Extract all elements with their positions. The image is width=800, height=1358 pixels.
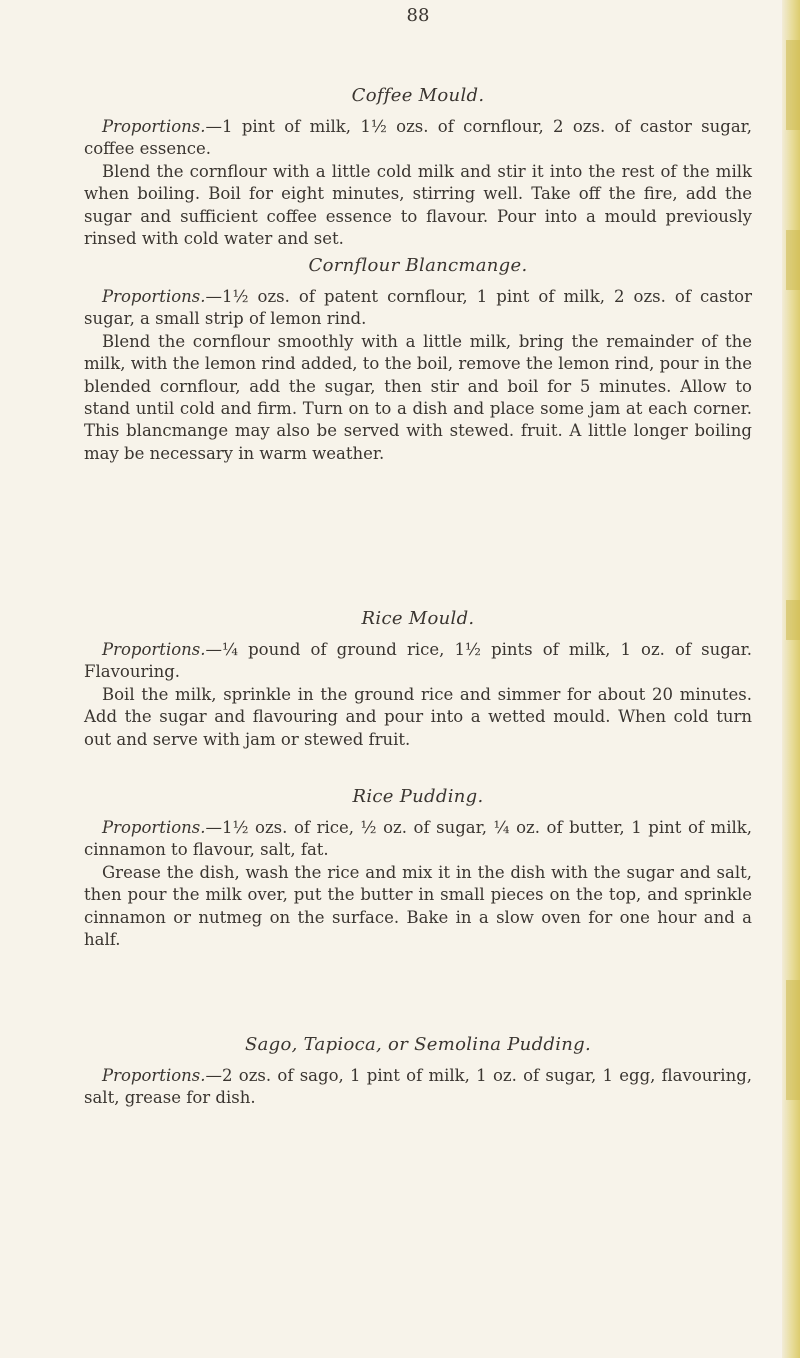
- recipe-title: Coffee Mould.: [351, 85, 485, 106]
- recipe-title: Rice Pudding.: [352, 786, 484, 807]
- proportions-label: Proportions.: [102, 1066, 206, 1085]
- proportions-text: —1½ ozs. of patent cornflour, 1 pint of milk, 2 ozs. of castor sugar, a small strip of lemon rind.: [84, 287, 752, 329]
- recipe-proportions: [84, 286, 752, 331]
- recipe-proportions: [84, 116, 752, 161]
- recipe-method: Blend the cornflour smoothly with a little milk, bring the remainder of the milk, with the lemon rind added, to the boil, remove the lemon rind, pour in the blended cornflour, add the sugar, then stir and boil for 5 minutes. Allow to stand until cold and firm. Turn on to a dish and place some jam at each corner. This blancmange may also be served with stewed. fruit. A little longer boiling may be necessary in warm weather.: [84, 331, 752, 463]
- recipe-method: Blend the cornflour with a little cold milk and stir it into the rest of the milk when boiling. Boil for eight minutes, stirring well. Take off the fire, add the sugar and sufficient coffee essence to flavour. Pour into a mould previously rinsed with cold water and set.: [84, 161, 752, 249]
- proportions-label: Proportions.: [102, 287, 206, 306]
- recipe-title: Cornflour Blancmange.: [308, 255, 528, 276]
- recipe-rice-pudding: [84, 786, 752, 951]
- recipe-proportions: [84, 639, 752, 684]
- recipe-sago-tapioca-semolina-pudding: [84, 1034, 752, 1110]
- recipe-proportions: [84, 817, 752, 862]
- recipe-cornflour-blancmange: [84, 255, 752, 465]
- recipe-rice-mould: [84, 608, 752, 751]
- recipe-coffee-mould: [84, 85, 752, 250]
- recipe-title: Rice Mould.: [361, 608, 475, 629]
- proportions-text: —¼ pound of ground rice, 1½ pints of milk, 1 oz. of sugar. Flavouring.: [84, 640, 752, 682]
- proportions-label: Proportions.: [102, 117, 206, 136]
- recipe-proportions: [84, 1065, 752, 1110]
- page-number: 88: [406, 5, 430, 26]
- recipe-title: Sago, Tapioca, or Semolina Pudding.: [244, 1034, 592, 1055]
- recipe-method: Boil the milk, sprinkle in the ground rice and simmer for about 20 minutes. Add the sugar and flavouring and pour into a wetted mould. When cold turn out and serve with jam or stewed fruit.: [84, 684, 752, 749]
- proportions-text: —1½ ozs. of rice, ½ oz. of sugar, ¼ oz. of butter, 1 pint of milk, cinnamon to flavour, salt, fat.: [84, 818, 752, 860]
- proportions-label: Proportions.: [102, 818, 206, 837]
- proportions-label: Proportions.: [102, 640, 206, 659]
- recipe-method: Grease the dish, wash the rice and mix it in the dish with the sugar and salt, then pour the milk over, put the butter in small pieces on the top, and sprinkle cinnamon or nutmeg on the surface. Bake in a slow oven for one hour and a half.: [84, 862, 752, 950]
- proportions-text: —1 pint of milk, 1½ ozs. of cornflour, 2 ozs. of castor sugar, coffee essence.: [84, 117, 752, 159]
- page-edge: [782, 0, 800, 1358]
- proportions-text: —2 ozs. of sago, 1 pint of milk, 1 oz. of sugar, 1 egg, flavouring, salt, grease for dish.: [84, 1066, 752, 1108]
